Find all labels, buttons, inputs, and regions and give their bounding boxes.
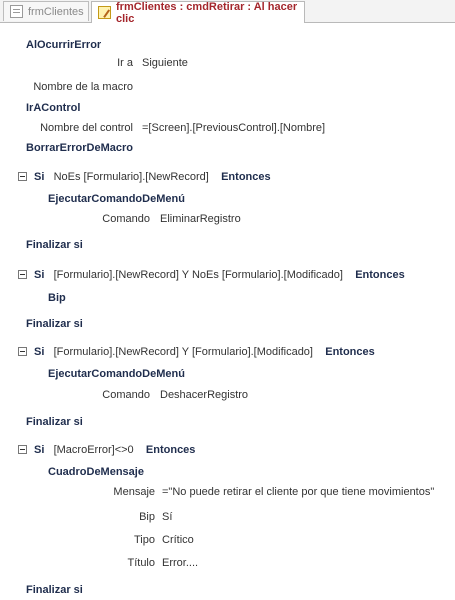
then-keyword: Entonces [355,269,405,281]
tab-label: frmClientes : cmdRetirar : Al hacer clic [116,0,298,25]
arg-label-ir-a: Ir a [117,57,133,69]
if-condition[interactable]: [Formulario].[NewRecord] Y NoEs [Formulario].[Modificado] [53,269,343,281]
arg-value-bip[interactable]: Sí [162,511,173,523]
if-condition[interactable]: [Formulario].[NewRecord] Y [Formulario].[Modificado] [53,346,313,358]
arg-label-mensaje: Mensaje [113,486,155,498]
form-icon [10,5,23,18]
collapse-toggle-icon[interactable] [18,172,27,181]
arg-label-tipo: Tipo [134,534,155,546]
arg-value-comando[interactable]: DeshacerRegistro [160,389,249,401]
action-borrarerrordemacro[interactable]: BorrarErrorDeMacro [26,142,133,154]
collapse-toggle-icon[interactable] [18,270,27,279]
if-block-4-header[interactable] [34,443,195,457]
arg-value-ir-a[interactable]: Siguiente [142,57,188,69]
action-alocurrirerror[interactable]: AlOcurrirError [26,39,102,51]
arg-label-nombre-control: Nombre del control [40,122,133,134]
action-ejecutarcomandodemenu[interactable]: EjecutarComandoDeMenú [48,368,185,380]
if-condition[interactable]: NoEs [Formulario].[NewRecord] [53,171,209,183]
macro-icon [98,6,111,19]
collapse-toggle-icon[interactable] [18,445,27,454]
if-keyword: Si [34,171,45,183]
arg-label-comando: Comando [102,389,150,401]
if-block-2-header[interactable] [34,268,405,282]
then-keyword: Entonces [145,444,196,456]
end-if-4: Finalizar si [26,584,83,596]
arg-label-nombre-macro: Nombre de la macro [33,81,133,93]
collapse-toggle-icon[interactable] [18,347,27,356]
arg-value-tipo[interactable]: Crítico [162,534,194,546]
tab-label: frmClientes [28,5,84,18]
arg-value-nombre-control[interactable]: =[Screen].[PreviousControl].[Nombre] [142,122,326,134]
action-ejecutarcomandodemenu[interactable]: EjecutarComandoDeMenú [48,193,185,205]
if-keyword: Si [34,444,45,456]
end-if-2: Finalizar si [26,318,83,330]
end-if-1: Finalizar si [26,239,83,251]
if-keyword: Si [34,346,45,358]
arg-value-comando[interactable]: EliminarRegistro [160,213,241,225]
if-keyword: Si [34,269,45,281]
arg-value-mensaje[interactable]: ="No puede retirar el cliente por que tiene movimientos" [162,486,435,498]
end-if-3: Finalizar si [26,416,83,428]
tab-macro-editor[interactable] [91,1,305,23]
then-keyword: Entonces [325,346,375,358]
action-bip[interactable]: Bip [48,292,66,304]
then-keyword: Entonces [221,171,271,183]
action-iracontrol[interactable]: IrAControl [26,102,81,114]
arg-label-comando: Comando [102,213,150,225]
tab-frmclientes[interactable] [3,1,89,21]
if-block-1-header[interactable] [34,170,271,184]
action-cuadrodemensaje[interactable]: CuadroDeMensaje [48,466,144,478]
document-tab-bar [0,0,455,23]
if-block-3-header[interactable] [34,345,375,359]
arg-label-titulo: Título [127,557,155,569]
if-condition[interactable]: [MacroError]<>0 [53,444,134,456]
arg-label-bip: Bip [139,511,155,523]
arg-value-titulo[interactable]: Error.... [162,557,199,569]
